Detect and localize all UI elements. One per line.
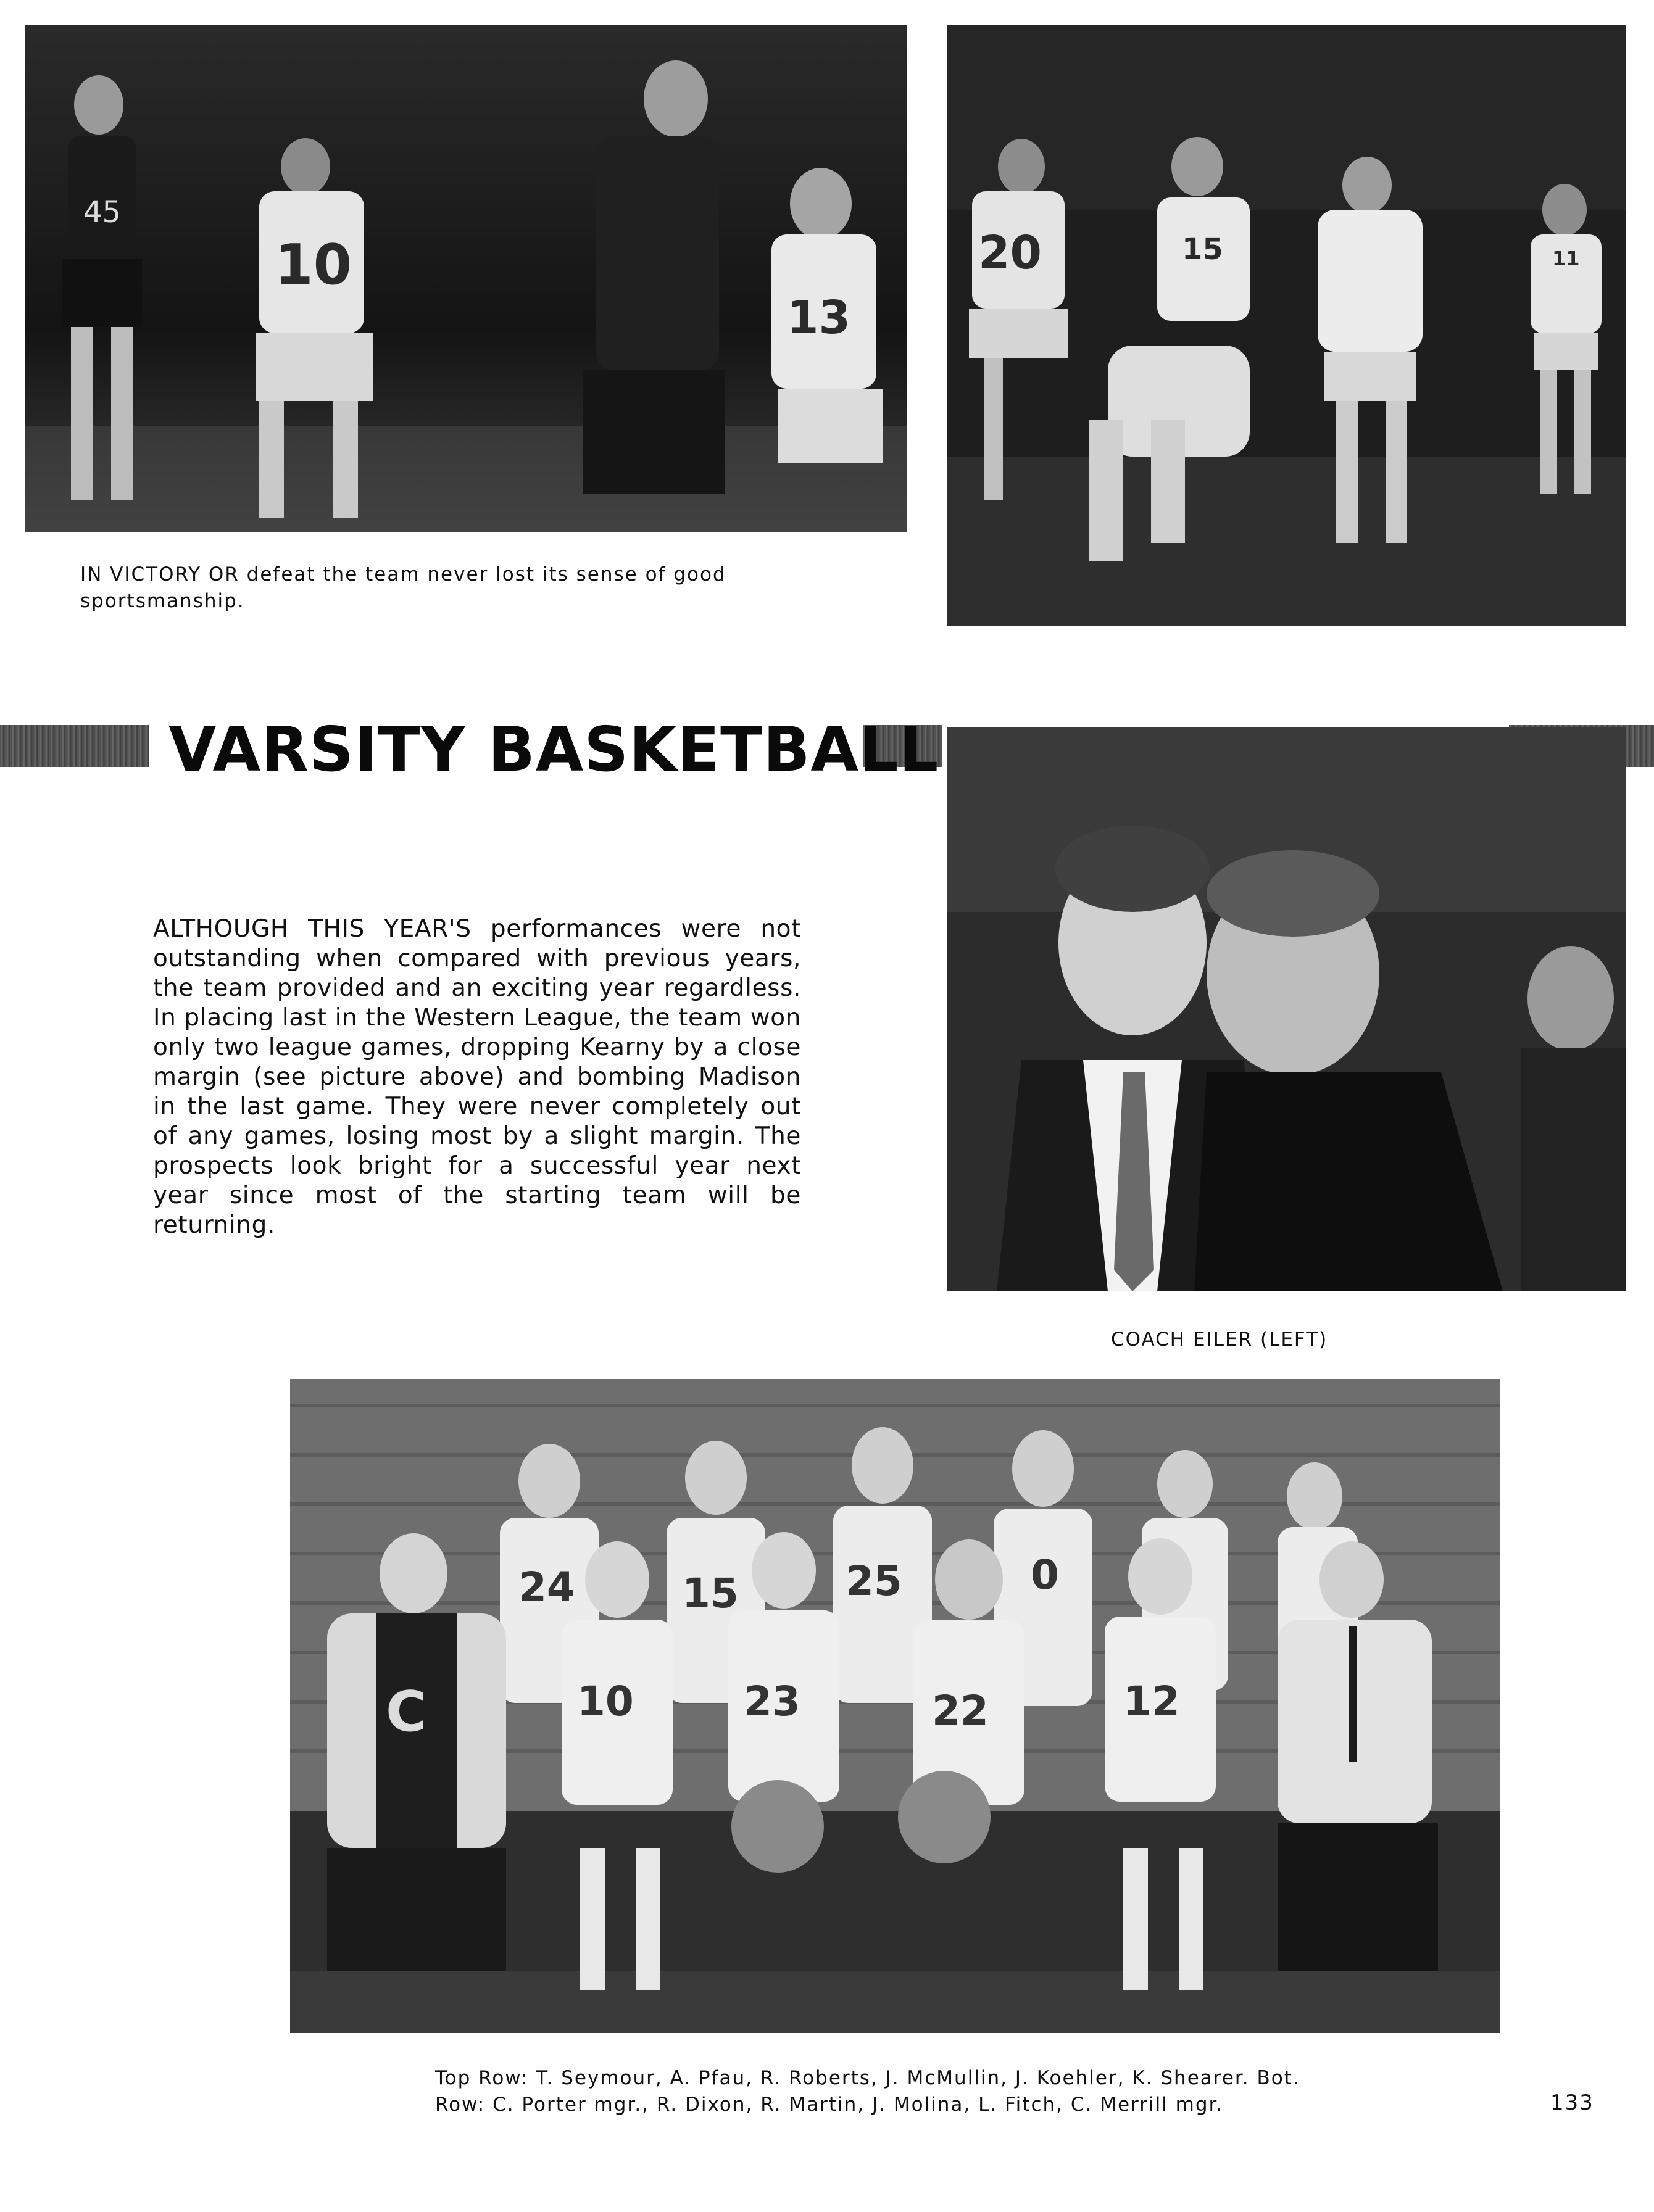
jersey-number: 10 — [275, 233, 352, 297]
coaches-photo — [947, 727, 1626, 1291]
jersey-number: 22 — [932, 1687, 989, 1734]
heading-bar-left — [0, 725, 149, 767]
jersey-number: 24 — [518, 1564, 575, 1611]
page-heading: VARSITY BASKETBALL — [168, 713, 939, 785]
jersey-number: 20 — [978, 226, 1042, 280]
jersey-number: 11 — [1552, 247, 1580, 270]
team-portrait-photo — [290, 1379, 1500, 2033]
team-portrait-image — [290, 1379, 1500, 2033]
roster-caption-top: Top Row: T. Seymour, A. Pfau, R. Roberts, J. McMullin, J. Koehler, K. Shearer. Bot. — [435, 2067, 1300, 2089]
jersey-number: 10 — [577, 1678, 634, 1725]
jersey-number: 13 — [787, 291, 850, 344]
article-body: ALTHOUGH THIS YEAR'S performances were not outstanding when compared with previous years, the team provided and an exciting year regardless. In placing last in the Western League, the team won only two league games, dropping Kearny by a close margin (see picture above) and bombing Madison in the last game. They were never completely out of any games, losing most by a slight margin. The prospects look bright for a successful year next year since most of the starting team will be returning. — [153, 915, 801, 1239]
jersey-number: 12 — [1123, 1678, 1180, 1725]
jersey-number: 15 — [1182, 232, 1223, 267]
jersey-number: 23 — [744, 1678, 800, 1725]
roster-caption-bottom: Row: C. Porter mgr., R. Dixon, R. Martin, J. Molina, L. Fitch, C. Merrill mgr. — [435, 2094, 1224, 2116]
coaches-image — [947, 727, 1626, 1291]
letter-sweater: C — [386, 1680, 427, 1744]
team-walking-photo — [947, 25, 1626, 626]
game-action-photo — [25, 25, 907, 532]
team-walking-image — [947, 25, 1626, 626]
jersey-number: 0 — [1031, 1551, 1059, 1599]
coach-caption: COACH EILER (LEFT) — [1111, 1328, 1328, 1351]
sportsmanship-caption: IN VICTORY OR defeat the team never lost its sense of good sportsmanship. — [80, 563, 726, 612]
jersey-number: 15 — [682, 1570, 739, 1617]
page-number: 133 — [1550, 2090, 1594, 2115]
game-action-image — [25, 25, 907, 532]
jersey-number: 45 — [83, 195, 122, 230]
jersey-number: 25 — [846, 1557, 902, 1605]
